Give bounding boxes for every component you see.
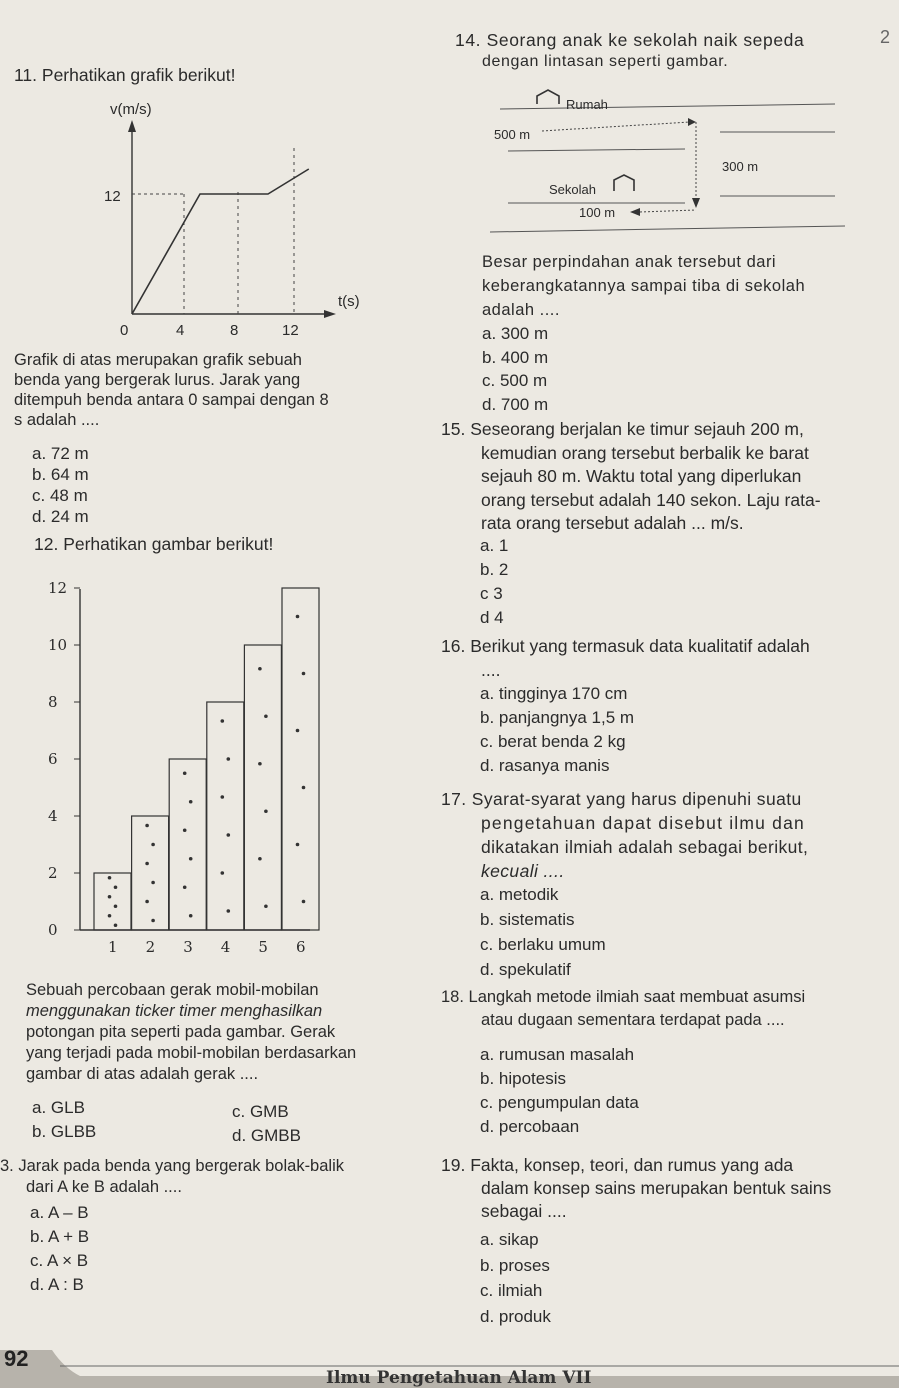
q14-option-c: c. 500 m xyxy=(482,371,548,390)
q13-option-b: b. A + B xyxy=(30,1227,90,1246)
q12-tape-dot xyxy=(183,885,187,889)
q12-x-ticks xyxy=(108,938,306,956)
q17-option-d: d. spekulatif xyxy=(480,960,571,979)
corner-mark: 2 xyxy=(880,27,891,47)
q12-tape-dot xyxy=(114,904,118,908)
q12-tape-dot xyxy=(227,909,231,913)
q14-school-label: Sekolah xyxy=(549,182,596,197)
q13-option-d: d. A : B xyxy=(30,1275,84,1294)
q17-line-3: dikatakan ilmiah adalah sebagai berikut, xyxy=(481,837,809,857)
q12-tape-dot xyxy=(145,824,149,828)
q12-number: 12. xyxy=(34,534,59,554)
q11-x-tick-8: 8 xyxy=(230,322,239,339)
q13-stem xyxy=(0,1156,344,1198)
q13-line-2: dari A ke B adalah .... xyxy=(26,1178,182,1196)
q12-tape-strip-outline-3 xyxy=(169,759,206,930)
q14-rule-left xyxy=(508,149,685,151)
q14-distance-300: 300 m xyxy=(722,159,759,174)
q14-line-4: keberangkatannya sampai tiba di sekolah xyxy=(482,277,806,295)
q14-path-500 xyxy=(542,122,690,131)
q12-tape-dot xyxy=(264,714,268,718)
school-icon xyxy=(614,175,634,191)
q18-option-c: c. pengumpulan data xyxy=(480,1093,639,1112)
q12-tape-dot xyxy=(296,615,300,619)
q17-stem xyxy=(441,787,808,883)
q11-option-b: b. 64 m xyxy=(32,465,89,484)
q12-tape-dot xyxy=(108,914,112,918)
q16-option-d: d. rasanya manis xyxy=(480,756,610,775)
q12-option-d: d. GMBB xyxy=(232,1126,301,1145)
q15-line-5: rata orang tersebut adalah ... m/s. xyxy=(481,513,744,533)
q12-tape-dot xyxy=(189,857,193,861)
q12-y-tick-10: 10 xyxy=(48,636,68,654)
q11-number: 11. xyxy=(14,65,38,85)
q12-tape-dot xyxy=(145,862,149,866)
q12-y-ticks xyxy=(48,579,80,939)
q11-line-3: ditempuh benda antara 0 sampai dengan 8 xyxy=(14,391,329,409)
q15-option-b: b. 2 xyxy=(480,560,509,579)
q12-tape-dot xyxy=(258,857,262,861)
q18-option-a: a. rumusan masalah xyxy=(480,1045,635,1064)
q12-tape-dot xyxy=(227,833,231,837)
q12-tape-strip-outline-6 xyxy=(282,588,319,930)
q13-options xyxy=(30,1201,89,1297)
q12-tape-dot xyxy=(221,871,225,875)
q12-tape-dot xyxy=(302,672,306,676)
q12-x-tick-2: 2 xyxy=(145,938,156,956)
q12-option-c: c. GMB xyxy=(232,1102,289,1121)
q11-velocity-graph xyxy=(90,88,390,348)
q12-tape-dot xyxy=(227,757,231,761)
q19-number: 19. xyxy=(441,1155,466,1175)
q12-tape-strip-outline-5 xyxy=(244,645,281,930)
q18-option-b: b. hipotesis xyxy=(480,1069,566,1088)
q16-line-2: .... xyxy=(481,660,501,680)
q14-stem xyxy=(455,30,804,72)
q12-tape-dot xyxy=(296,729,300,733)
q11-prompt: Perhatikan grafik berikut! xyxy=(41,65,236,85)
q14-line-3: Besar perpindahan anak tersebut dari xyxy=(482,253,777,271)
book-title: Ilmu Pengetahuan Alam VII xyxy=(326,1368,592,1388)
page-number: 92 xyxy=(4,1346,29,1371)
q12-option-b: b. GLBB xyxy=(32,1122,97,1141)
q11-x-tick-4: 4 xyxy=(176,322,185,339)
q14-number: 14. xyxy=(455,30,482,50)
q15-stem xyxy=(441,418,821,536)
q15-option-d: d 4 xyxy=(480,608,504,627)
q14-distance-500: 500 m xyxy=(494,127,531,142)
q16-stem xyxy=(441,634,810,682)
q12-x-tick-5: 5 xyxy=(258,938,268,956)
q12-stem xyxy=(26,980,356,1085)
q12-tape-dot xyxy=(264,809,268,813)
q14-option-b: b. 400 m xyxy=(482,347,549,367)
q15-line-4: orang tersebut adalah 140 sekon. Laju rata- xyxy=(481,489,821,510)
q18-line-2: atau dugaan sementara terdapat pada .... xyxy=(481,1011,785,1029)
q18-line-1: Langkah metode ilmiah saat membuat asumsi xyxy=(468,988,806,1006)
q19-line-1: Fakta, konsep, teori, dan rumus yang ada xyxy=(470,1155,794,1175)
q12-line-1: Sebuah percobaan gerak mobil-mobilan xyxy=(26,981,319,999)
q18-options xyxy=(480,1043,639,1139)
q19-line-2: dalam konsep sains merupakan bentuk sains xyxy=(481,1178,832,1198)
q15-line-3: sejauh 80 m. Waktu total yang diperlukan xyxy=(481,466,802,486)
q12-tape-strip-outline-4 xyxy=(207,702,244,930)
q17-line-4: kecuali .... xyxy=(481,861,565,881)
q12-y-tick-6: 6 xyxy=(48,750,58,768)
q12-option-a: a. GLB xyxy=(32,1098,85,1117)
q11-line-2: benda yang bergerak lurus. Jarak yang xyxy=(14,371,301,389)
q18-number: 18. xyxy=(441,988,464,1006)
q13-option-c: c. A × B xyxy=(30,1251,89,1270)
q11-line-4: s adalah .... xyxy=(14,411,100,429)
q17-line-1: Syarat-syarat yang harus dipenuhi suatu xyxy=(471,789,802,809)
q12-tape-strip-4 xyxy=(207,702,244,930)
q15-option-c: c 3 xyxy=(480,584,503,603)
q12-options-right xyxy=(232,1100,301,1148)
q19-option-c: c. ilmiah xyxy=(480,1281,543,1300)
q12-tape-dot xyxy=(183,828,187,832)
q19-option-b: b. proses xyxy=(480,1255,550,1275)
q12-x-tick-6: 6 xyxy=(296,938,306,956)
q14-path-100 xyxy=(640,210,696,212)
q12-y-tick-0: 0 xyxy=(48,921,58,939)
q14-line-2: dengan lintasan seperti gambar. xyxy=(482,53,729,70)
q19-options xyxy=(480,1227,551,1329)
q12-tape-dot xyxy=(114,885,118,889)
q12-x-tick-3: 3 xyxy=(183,938,193,956)
q12-y-tick-12: 12 xyxy=(48,579,68,597)
q17-option-a: a. metodik xyxy=(480,885,559,904)
q12-y-tick-8: 8 xyxy=(48,693,58,711)
q12-tape-dot xyxy=(258,667,262,671)
q15-line-1: Seseorang berjalan ke timur sejauh 200 m, xyxy=(470,419,804,439)
q14-arrow-500 xyxy=(688,118,696,126)
q12-tape-strip-outline-2 xyxy=(132,816,169,930)
q12-tape-strip-5 xyxy=(244,645,281,930)
q11-x-tick-0: 0 xyxy=(120,322,129,339)
q11-line-1: Grafik di atas merupakan grafik sebuah xyxy=(14,351,302,369)
q12-tape-strip-6 xyxy=(282,588,319,930)
q16-options xyxy=(480,682,634,778)
q14-line-1: Seorang anak ke sekolah naik sepeda xyxy=(486,30,805,50)
q12-options-left xyxy=(32,1096,96,1144)
q16-number: 16. xyxy=(441,636,466,656)
q12-tape-dot xyxy=(145,900,149,904)
q12-tape-dot xyxy=(189,914,193,918)
q14-line-5: adalah .... xyxy=(482,301,560,319)
q16-option-a: a. tingginya 170 cm xyxy=(480,684,628,703)
q12-y-tick-2: 2 xyxy=(48,864,58,882)
q12-tape-strips xyxy=(94,588,319,930)
q12-tape-dot xyxy=(183,771,187,775)
q11-x-arrow xyxy=(324,310,336,318)
q12-tape-strip-2 xyxy=(132,816,169,930)
q12-tape-dot xyxy=(108,895,112,899)
q12-tape-dot xyxy=(221,795,225,799)
q11-stem xyxy=(14,350,329,430)
q19-option-a: a. sikap xyxy=(480,1230,539,1249)
q15-number: 15. xyxy=(441,419,466,439)
q18-option-d: d. percobaan xyxy=(480,1117,580,1136)
q11-y-tick-12: 12 xyxy=(104,188,121,205)
q12-tape-strip-3 xyxy=(169,759,206,930)
q12-line-4: yang terjadi pada mobil-mobilan berdasarkan xyxy=(26,1044,357,1062)
q13-number: 3. xyxy=(0,1157,14,1175)
q15-options xyxy=(480,534,508,630)
q14-house-label: Rumah xyxy=(566,97,608,112)
q13-line-1: Jarak pada benda yang bergerak bolak-balik xyxy=(18,1157,344,1175)
q12-tape-dot xyxy=(151,843,155,847)
q12-tape-dot xyxy=(151,881,155,885)
q11-velocity-line xyxy=(132,169,309,314)
q11-y-arrow xyxy=(128,120,136,132)
q12-tape-strip-outline-1 xyxy=(94,873,131,930)
q14-options xyxy=(482,322,548,416)
q11-x-tick-12: 12 xyxy=(282,322,299,339)
q11-option-a: a. 72 m xyxy=(32,444,89,463)
q11-option-d: d. 24 m xyxy=(32,507,89,526)
q13-option-a: a. A – B xyxy=(30,1203,89,1222)
q16-option-c: c. berat benda 2 kg xyxy=(480,732,626,751)
q16-line-1: Berikut yang termasuk data kualitatif adalah xyxy=(470,636,810,656)
q14-stem-2 xyxy=(482,250,805,322)
q12-x-tick-4: 4 xyxy=(220,938,231,956)
q12-tape-dot xyxy=(264,904,268,908)
q14-rule-bottom xyxy=(490,226,845,232)
q12-tape-dot xyxy=(221,719,225,723)
q18-stem xyxy=(441,986,805,1032)
q14-distance-100: 100 m xyxy=(579,205,616,220)
q12-tape-strip-1 xyxy=(94,873,131,930)
q17-number: 17. xyxy=(441,789,467,809)
q14-option-d: d. 700 m xyxy=(482,394,549,414)
q14-option-a: a. 300 m xyxy=(482,324,549,343)
q14-arrow-300 xyxy=(692,198,700,208)
q17-options xyxy=(480,882,606,982)
q14-route-figure xyxy=(480,76,850,246)
q11-y-label: v(m/s) xyxy=(110,101,152,118)
q12-tape-dot xyxy=(302,786,306,790)
q15-line-2: kemudian orang tersebut berbalik ke barat xyxy=(481,442,809,463)
q17-option-b: b. sistematis xyxy=(480,910,575,929)
q12-y-tick-4: 4 xyxy=(48,807,58,825)
q12-ticker-tape-chart xyxy=(40,565,340,965)
q11-options xyxy=(32,443,89,527)
q12-tape-dot xyxy=(302,900,306,904)
q19-stem xyxy=(441,1154,831,1223)
q12-tape-dot xyxy=(114,923,118,927)
q12-prompt: Perhatikan gambar berikut! xyxy=(63,534,274,554)
q11-header xyxy=(14,64,235,86)
q12-tape-dot xyxy=(189,800,193,804)
q14-rule-top xyxy=(500,104,835,109)
q12-tape-dot xyxy=(108,876,112,880)
q19-line-3: sebagai .... xyxy=(481,1201,567,1221)
q12-tape-dot xyxy=(296,843,300,847)
q15-option-a: a. 1 xyxy=(480,536,509,555)
q19-option-d: d. produk xyxy=(480,1306,551,1326)
q14-arrow-100 xyxy=(630,208,640,216)
q11-x-label: t(s) xyxy=(338,293,360,310)
q16-option-b: b. panjangnya 1,5 m xyxy=(480,708,635,727)
q12-line-5: gambar di atas adalah gerak .... xyxy=(26,1065,259,1083)
q17-option-c: c. berlaku umum xyxy=(480,935,606,954)
q12-x-tick-1: 1 xyxy=(108,938,118,956)
q12-line-3: potongan pita seperti pada gambar. Gerak xyxy=(26,1023,336,1041)
q12-tape-dot xyxy=(151,919,155,923)
q11-option-c: c. 48 m xyxy=(32,486,88,505)
q12-header xyxy=(34,533,273,555)
q17-line-2: pengetahuan dapat disebut ilmu dan xyxy=(481,813,805,833)
q12-line-2: menggunakan ticker timer menghasilkan xyxy=(26,1002,323,1020)
house-icon xyxy=(537,90,559,104)
q12-tape-dot xyxy=(258,762,262,766)
